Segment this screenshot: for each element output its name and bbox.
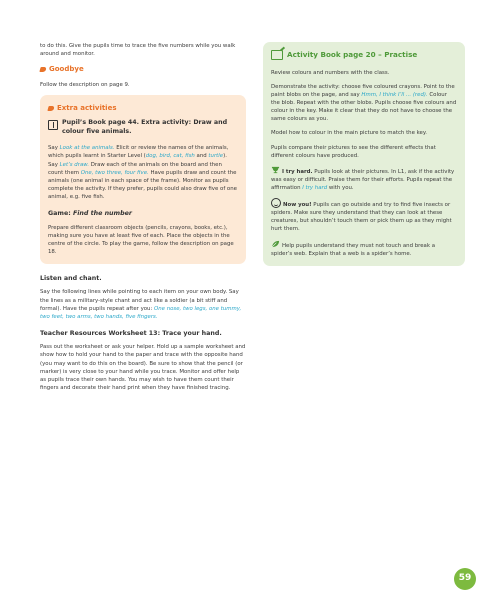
smiley-icon <box>271 198 281 208</box>
activity-p4: Pupils compare their pictures to see the different effects that different colours have produced. <box>271 144 436 159</box>
activity-heading-label: Activity Book page 20 – Practise <box>287 50 418 59</box>
goodbye-heading <box>40 64 246 75</box>
activity-p5: I try hard. Pupils look at their pictures. In L1, ask if the activity was easy or difficult. Praise them for their efforts. Pupils repeat the affirmation I try hard with you. <box>271 166 457 192</box>
extra-activities-box <box>40 95 246 264</box>
goodbye-heading-label: Goodbye <box>49 65 84 74</box>
draw-animals-paragraph: Say Look at the animals. Elicit or review the names of the animals, which pupils learnt in Starter Level (dog, bird, cat, fish and turtle). Say Let’s draw. Draw each of the animals on the board and then count them One, two three, four five. Have pupils draw and count the animals (one animal in each space of the frame). Monitor as pupils complete the activity. If they prefer, pupils could also draw five of one animal, e.g. five fish. <box>48 145 237 200</box>
extra-activities-heading <box>48 103 238 114</box>
pupils-book-subheading <box>48 119 238 136</box>
trophy-icon <box>271 166 280 174</box>
activity-p6: Now you! Pupils can go outside and try to find five insects or spiders. Make sure they understand that they can look at these creatures, but shouldn’t touch them or pick them up as they might hurt them. <box>271 198 457 233</box>
arrow-bullet-icon <box>39 67 46 72</box>
activity-book-heading <box>271 50 457 61</box>
extra-heading-label: Extra activities <box>57 103 117 112</box>
intro-text: to do this. Give the pupils time to trace the five numbers while you walk around and monitor. <box>40 43 236 58</box>
activity-p1: Review colours and numbers with the class. <box>271 69 390 76</box>
page-number-badge: 59 <box>454 568 476 590</box>
activity-p3: Model how to colour in the main picture to match the key. <box>271 130 428 137</box>
book-icon <box>48 120 58 130</box>
resources-heading: Teacher Resources Worksheet 13: Trace your hand. <box>40 329 222 337</box>
activity-book-box <box>263 42 465 266</box>
activity-book-icon <box>271 50 283 60</box>
activity-p2: Demonstrate the activity: choose five coloured crayons. Point to the paint blobs on the page, and say Hmm, I think I’ll ... (red). Colour the blob. Repeat with the other blobs. Pupils choose five colours and colour in the key. Make it clear that they do not have to choose the same colours as you. <box>271 83 457 123</box>
listen-heading: Listen and chant. <box>40 274 102 282</box>
game-text: Prepare different classroom objects (pencils, crayons, books, etc.), making sure you have at least five of each. Place the objects in the centre of the circle. To play the game, follow the description on page 18. <box>48 224 234 255</box>
arrow-bullet-icon <box>47 106 54 111</box>
activity-p7: Help pupils understand they must not touch and break a spider’s web. Explain that a web is a spider’s home. <box>271 240 457 258</box>
game-heading: Game: Find the number <box>48 210 132 218</box>
resources-text: Pass out the worksheet or ask your helper. Hold up a sample worksheet and show how to hold your hand to the paper and trace with the opposite hand (you may want to do this on the board). Be sure to show that the pencil (or marker) is very close to your hand while you trace. Monitor and offer help as pupils trace their own hands. You may wish to have them count their fingers and decorate their hand print when they have finished tracing. <box>40 344 246 391</box>
right-column <box>263 42 465 272</box>
listen-paragraph: Say the following lines while pointing to each item on your own body. Say the lines as a military-style chant and act like a soldier (a bit stiff and formal). Have the pupils repeat after you: One nose, two legs, one tummy, two feet, two arms, two hands, five fingers. <box>40 289 242 320</box>
left-column <box>40 42 246 398</box>
subheading-text: Pupil’s Book page 44. Extra activity: Draw and colour five animals. <box>62 119 228 135</box>
goodbye-text: Follow the description on page 9. <box>40 81 130 88</box>
leaf-icon <box>271 240 280 248</box>
